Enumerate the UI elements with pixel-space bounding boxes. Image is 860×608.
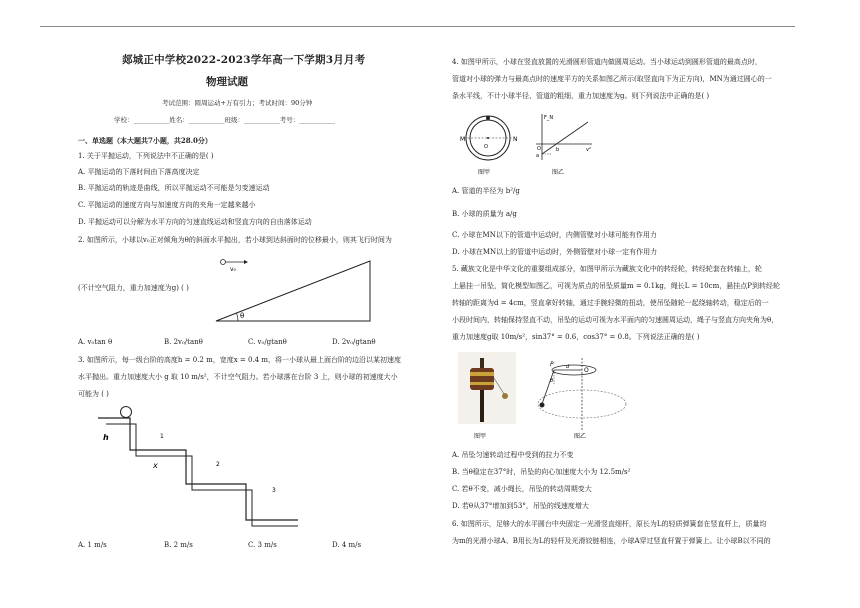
q5-figure: [458, 350, 638, 444]
student-fields: 学校：___________姓名：___________班级：___________考号：___________: [114, 116, 335, 124]
top-rule: [40, 26, 795, 27]
q4-label-m: M: [460, 136, 466, 143]
q3-option-c: C. 3 m/s: [248, 541, 277, 549]
q3-stairs-figure: [96, 402, 302, 534]
q2-theta-label: θ: [240, 312, 245, 320]
q4-stem: 4. 如图甲所示，小球在竖直放置的光滑圆形管道内做圆周运动。当小球运动到圆形管道的最高点时，: [452, 58, 762, 66]
q1-option-a: A. 平抛运动的下落时间由下落高度决定: [78, 168, 200, 176]
q5-label-theta: θ: [550, 378, 554, 384]
q4-label-v2: v²: [586, 147, 591, 153]
q5-label-p: P: [550, 361, 554, 368]
q3-h-label: h: [103, 433, 109, 442]
q4-label-n: N: [513, 136, 518, 143]
q1-stem: 1. 关于平抛运动，下列说法中不正确的是( ): [78, 152, 214, 160]
q2-option-b: B. 2v₀/tanθ: [164, 338, 203, 346]
q4-label-jia: 图甲: [478, 169, 491, 176]
q4-label-origin: O: [537, 146, 541, 152]
q5-stem-5: 重力加速度g取 10m/s²，sin37° = 0.6，cos37° = 0.8。下列说法正确的是( ): [452, 333, 700, 341]
exam-subtitle: 物理试题: [206, 76, 248, 88]
q5-option-b: B. 当θ稳定在37°时，吊坠的向心加速度大小为 12.5m/s²: [452, 468, 631, 476]
q1-option-b: B. 平抛运动的轨迹是曲线，所以平抛运动不可能是匀变速运动: [78, 184, 270, 192]
q4-label-b: b: [556, 147, 560, 153]
q4-option-b: B. 小球的质量为 a/g: [452, 210, 517, 218]
q5-pendant-icon: [540, 403, 545, 408]
q1-option-c: C. 平抛运动的速度方向与加速度方向的夹角一定越来越小: [78, 201, 256, 209]
q2-option-c: C. v₀/gtanθ: [248, 338, 287, 346]
q5-label-o: O: [584, 367, 589, 374]
q2-incline-figure: [214, 255, 374, 325]
q2-stem: 2. 如图所示，小球以v₀正对倾角为θ的斜面水平抛出，若小球到达斜面时的位移最小，则其飞行时间为: [78, 236, 392, 244]
exam-info: 考试范围：圆周运动+万有引力；考试时间：90分钟: [162, 99, 313, 107]
q3-step-2: 2: [216, 461, 220, 468]
q5-label-yi: 图乙: [574, 433, 587, 440]
q3-stem-2: 水平抛出。重力加速度大小 g 取 10 m/s²，不计空气阻力。若小球落在台阶 3 上，则小球的初速度大小: [78, 373, 398, 381]
q4-option-d: D. 小球在MN以上的管道中运动时，外侧管壁对小球一定有作用力: [452, 248, 658, 256]
q6-stem: 6. 如图所示，足够大的水平圆台中央固定一光滑竖直细杆，原长为L的轻质弹簧套在竖直杆上，质量均: [452, 520, 767, 528]
q5-label-jia: 图甲: [474, 433, 487, 440]
q3-x-label: x: [153, 461, 158, 470]
q4-label-a: a: [536, 153, 540, 159]
q3-option-b: B. 2 m/s: [164, 541, 193, 549]
q5-stem-3: 转轴的距离为d = 4cm，竖直拿好转轴，通过手腕轻微的扭动，使吊坠随轮一起绕轴转动，稳定后的一: [452, 299, 769, 307]
q4-option-c: C. 小球在MN以下的管道中运动时，内侧管壁对小球可能有作用力: [452, 231, 657, 239]
q4-label-fn: F_N: [544, 115, 554, 121]
q5-stem-2: 上悬挂一吊坠，简化模型如图乙，可视为质点的吊坠质量m = 0.1kg，绳长L = 10cm，悬挂点P到转经轮: [452, 282, 780, 290]
q3-step-3: 3: [272, 487, 276, 494]
exam-title: 郯城正中学校2022-2023学年高一下学期3月月考: [122, 54, 366, 66]
q3-option-d: D. 4 m/s: [332, 541, 362, 549]
q5-option-c: C. 若θ不变，减小绳长，吊坠的转动周期变大: [452, 485, 592, 493]
q2-option-d: D. 2v₀/gtanθ: [332, 338, 376, 346]
q2-stem-2: (不计空气阻力，重力加速度为g) ( ): [78, 284, 189, 292]
q2-option-a: A. v₀tan θ: [78, 338, 113, 346]
q2-ball-icon: [221, 260, 226, 265]
q4-label-o: O: [484, 144, 488, 150]
q5-stem-4: 小段时间内，转轴保持竖直不动，吊坠的运动可视为水平面内的匀速圆周运动，绳子与竖直方向夹角为θ，: [452, 316, 779, 324]
q4-stem-3: 条水平线，不计小球半径、管道的粗细，重力加速度为g。则下列说法中正确的是( ): [452, 92, 710, 100]
q3-option-a: A. 1 m/s: [78, 541, 107, 549]
q3-stem: 3. 如图所示，每一级台阶的高度h = 0.2 m，宽度x = 0.4 m，将一小球从最上面台阶的边沿以某初速度: [78, 356, 401, 364]
q1-option-d: D. 平抛运动可以分解为水平方向的匀速直线运动和竖直方向的自由落体运动: [78, 218, 312, 226]
q3-stem-3: 可能为 ( ): [78, 390, 109, 398]
q4-stem-2: 管道对小球的弹力与最高点时的速度平方的关系如图乙所示(取竖直向下为正方向)，MN为通过圆心的一: [452, 75, 772, 83]
q5-stem: 5. 藏族文化是中华文化的重要组成部分，如图甲所示为藏族文化中的转经轮，转经轮套在转轴上，轮: [452, 265, 762, 273]
q5-option-a: A. 吊坠匀速转动过程中受到的拉力不变: [452, 451, 574, 459]
q3-step-1: 1: [160, 433, 164, 440]
q3-ball-icon: [121, 407, 132, 418]
q5-label-d: d: [566, 364, 570, 370]
q4-option-a: A. 管道的半径为 b²/g: [452, 187, 520, 195]
q4-label-yi: 图乙: [552, 169, 565, 176]
q6-stem-2: 为m的光滑小球A、B用长为L的轻杆及光滑铰链相连，小球A穿过竖直杆置于弹簧上。让小球B以不同的: [452, 537, 771, 545]
q5-option-d: D. 若θ从37°增加到53°，吊坠的线速度增大: [452, 502, 589, 510]
section-heading: 一、单选题（本大题共7小题，共28.0分）: [78, 136, 212, 145]
q4-figure: [460, 110, 600, 178]
q2-v0-label: v₀: [230, 266, 236, 273]
